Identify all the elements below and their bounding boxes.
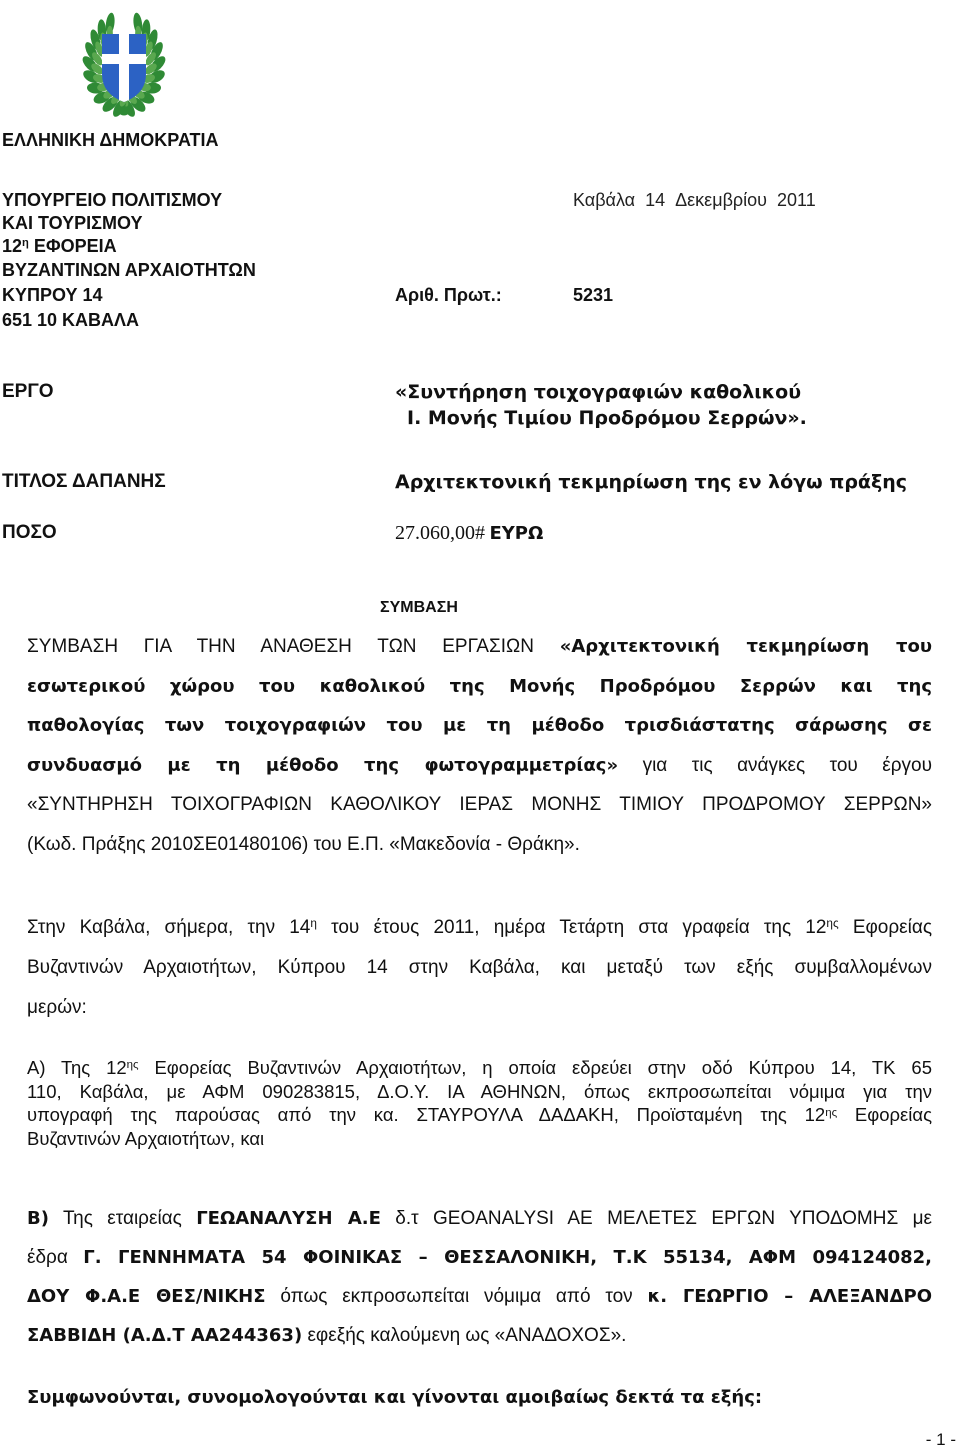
- project-title-line: «Συντήρηση τοιχογραφιών καθολικού: [395, 381, 802, 403]
- amount-currency: ΕΥΡΩ: [489, 523, 544, 544]
- tax-office: ΔΟΥ Φ.Α.Ε ΘΕΣ/ΝΙΚΗΣ: [27, 1286, 266, 1307]
- amount-value: [395, 521, 543, 547]
- paragraph-line: [27, 825, 932, 865]
- ephorate-number: 12: [2, 236, 23, 256]
- ephorate-ordinal: η: [22, 237, 29, 250]
- contract-heading: ΣΥΜΒΑΣΗ: [380, 599, 458, 616]
- preamble-text: Στην Καβάλα, σήμερα, την 14: [27, 917, 311, 938]
- party-b-paragraph: [27, 1199, 932, 1355]
- ephorate-name: ΒΥΖΑΝΤΙΝΩΝ ΑΡΧΑΙΟΤΗΤΩΝ: [2, 260, 256, 280]
- party-b-marker: Β): [27, 1208, 49, 1229]
- company-address: Γ. ΓΕΝΝΗΜΑΤΑ 54 ΦΟΙΝΙΚΑΣ – ΘΕΣΣΑΛΟΝΙΚΗ, Τ.Κ 55134, ΑΦΜ 094124082,: [83, 1247, 932, 1268]
- party-a-text: Εφορείας: [854, 1104, 932, 1126]
- document-date: [573, 188, 826, 212]
- ordinal-suffix: ης: [825, 1106, 838, 1119]
- paragraph-line: [27, 1103, 932, 1127]
- work-title-text: εσωτερικού χώρου του καθολικού της Μονής Προδρόμου Σερρών και της: [27, 675, 932, 697]
- preamble-text: Εφορείας: [852, 917, 932, 938]
- ordinal-suffix: ης: [826, 917, 839, 931]
- party-a-text: Α) Της 12: [27, 1057, 127, 1078]
- project-title-line: Ι. Μονής Τιμίου Προδρόμου Σερρών».: [407, 407, 807, 429]
- paragraph-line: [27, 1238, 932, 1277]
- party-a-text: Βυζαντινών Αρχαιοτήτων, και: [27, 1128, 265, 1150]
- contract-subject-paragraph: [27, 627, 932, 865]
- work-title-text: συνδυασμό με τη μέθοδο της φωτογραμμετρίας»: [27, 754, 619, 776]
- company-name: ΓΕΩΑΝΑΛΥΣΗ Α.Ε: [196, 1208, 381, 1229]
- paragraph-line: [27, 1277, 932, 1316]
- paragraph-line: [27, 667, 932, 707]
- party-b-text: δ.τ GEOANALYSI AE ΜΕΛΕΤΕΣ ΕΡΓΩΝ ΥΠΟΔΟΜΗΣ με: [395, 1208, 932, 1229]
- representative-id: ΣΑΒΒΙΔΗ (Α.Δ.Τ ΑΑ244363): [27, 1325, 303, 1346]
- contract-subject-text: για τις ανάγκες του έργου: [642, 754, 932, 776]
- expense-label: ΤΙΤΛΟΣ ΔΑΠΑΝΗΣ: [2, 471, 166, 492]
- greek-coat-of-arms-icon: [78, 4, 170, 122]
- paragraph-line: [27, 1127, 932, 1151]
- page-number: - 1 -: [925, 1430, 956, 1449]
- republic-title: ΕΛΛΗΝΙΚΗ ΔΗΜΟΚΡΑΤΙΑ: [2, 130, 219, 150]
- paragraph-line: [27, 1080, 932, 1104]
- ephorate-line: [2, 234, 117, 258]
- date-place: Καβάλα: [573, 190, 636, 210]
- ordinal-suffix: η: [310, 917, 317, 931]
- cross-vertical-bar: [119, 32, 129, 104]
- party-b-text: Της εταιρείας: [62, 1208, 182, 1229]
- work-title-text: «Αρχιτεκτονική τεκμηρίωση του: [559, 636, 932, 657]
- date-month: Δεκεμβρίου: [675, 190, 768, 210]
- preamble-paragraph: [27, 908, 932, 1028]
- paragraph-line: [27, 1316, 932, 1355]
- expense-value: Αρχιτεκτονική τεκμηρίωση της εν λόγω πράξης: [395, 471, 907, 493]
- project-name-text: «ΣΥΝΤΗΡΗΣΗ ΤΟΙΧΟΓΡΑΦΙΩΝ ΚΑΘΟΛΙΚΟΥ ΙΕΡΑΣ ΜΟΝΗΣ ΤΙΜΙΟΥ ΠΡΟΔΡΟΜΟΥ ΣΕΡΡΩΝ»: [27, 794, 932, 816]
- paragraph-line: [27, 1199, 932, 1238]
- ephorate-word: ΕΦΟΡΕΙΑ: [33, 236, 117, 256]
- postcode-city: 651 10 ΚΑΒΑΛΑ: [2, 310, 140, 330]
- wreath-tie: [119, 109, 129, 116]
- contract-subject-text: ΣΥΜΒΑΣΗ ΓΙΑ ΤΗΝ ΑΝΑΘΕΣΗ ΤΩΝ ΕΡΓΑΣΙΩΝ: [27, 636, 534, 657]
- paragraph-line: [27, 785, 932, 825]
- paragraph-line: [27, 948, 932, 988]
- protocol-label: Αριθ. Πρωτ.:: [395, 285, 502, 305]
- work-title-text: παθολογίας των τοιχογραφιών του με τη μέθοδο τρισδιάστατης σάρωσης σε: [27, 715, 932, 737]
- project-code-text: (Κωδ. Πράξης 2010ΣΕ01480106) του Ε.Π. «Μακεδονία - Θράκη».: [27, 833, 580, 855]
- preamble-text: του έτους 2011, ημέρα Τετάρτη στα γραφεία της 12: [331, 917, 827, 938]
- street-address: ΚΥΠΡΟΥ 14: [2, 285, 103, 305]
- party-a-paragraph: [27, 1056, 932, 1151]
- paragraph-line: [27, 1056, 932, 1080]
- agreement-statement: Συμφωνούνται, συνομολογούνται και γίνονται αμοιβαίως δεκτά τα εξής:: [27, 1387, 763, 1408]
- party-a-text: Εφορείας Βυζαντινών Αρχαιοτήτων, η οποία εδρεύει στην οδό Κύπρου 14, ΤΚ 65: [154, 1057, 932, 1078]
- paragraph-line: [27, 706, 932, 746]
- party-b-text: εφεξής καλούμενη ως «ΑΝΑΔΟΧΟΣ».: [307, 1325, 627, 1346]
- paragraph-line: [27, 627, 932, 667]
- representative-name: κ. ΓΕΩΡΓΙΟ – ΑΛΕΞΑΝΔΡΟ: [647, 1286, 932, 1307]
- party-b-text: όπως εκπροσωπείται νόμιμα από τον: [280, 1286, 633, 1307]
- date-year: 2011: [777, 190, 816, 210]
- paragraph-line: [27, 746, 932, 786]
- amount-number: 27.060,00#: [395, 522, 485, 544]
- paragraph-line: [27, 988, 932, 1028]
- date-day: 14: [645, 190, 666, 210]
- cross-horizontal-bar: [100, 54, 148, 64]
- party-b-text: έδρα: [27, 1247, 68, 1268]
- preamble-text: μερών:: [27, 997, 87, 1018]
- protocol-number: 5231: [573, 285, 614, 305]
- party-a-text: υπογραφή της παρούσας από την κα. ΣΤΑΥΡΟΥΛΑ ΔΑΔΑΚΗ, Προϊσταμένη της 12: [27, 1104, 826, 1126]
- ministry-line: ΚΑΙ ΤΟΥΡΙΣΜΟΥ: [2, 213, 143, 233]
- ministry-line: ΥΠΟΥΡΓΕΙΟ ΠΟΛΙΤΙΣΜΟΥ: [2, 190, 223, 210]
- paragraph-line: [27, 908, 932, 948]
- party-a-text: 110, Καβάλα, με ΑΦΜ 090283815, Δ.Ο.Υ. ΙΑ ΑΘΗΝΩΝ, όπως εκπροσωπείται νόμιμα για την: [27, 1080, 932, 1102]
- amount-label: ΠΟΣΟ: [2, 522, 57, 543]
- preamble-text: Βυζαντινών Αρχαιοτήτων, Κύπρου 14 στην Καβάλα, και μεταξύ των εξής συμβαλλομένων: [27, 957, 932, 978]
- project-label: ΕΡΓΟ: [2, 381, 54, 402]
- ordinal-suffix: ης: [126, 1059, 139, 1072]
